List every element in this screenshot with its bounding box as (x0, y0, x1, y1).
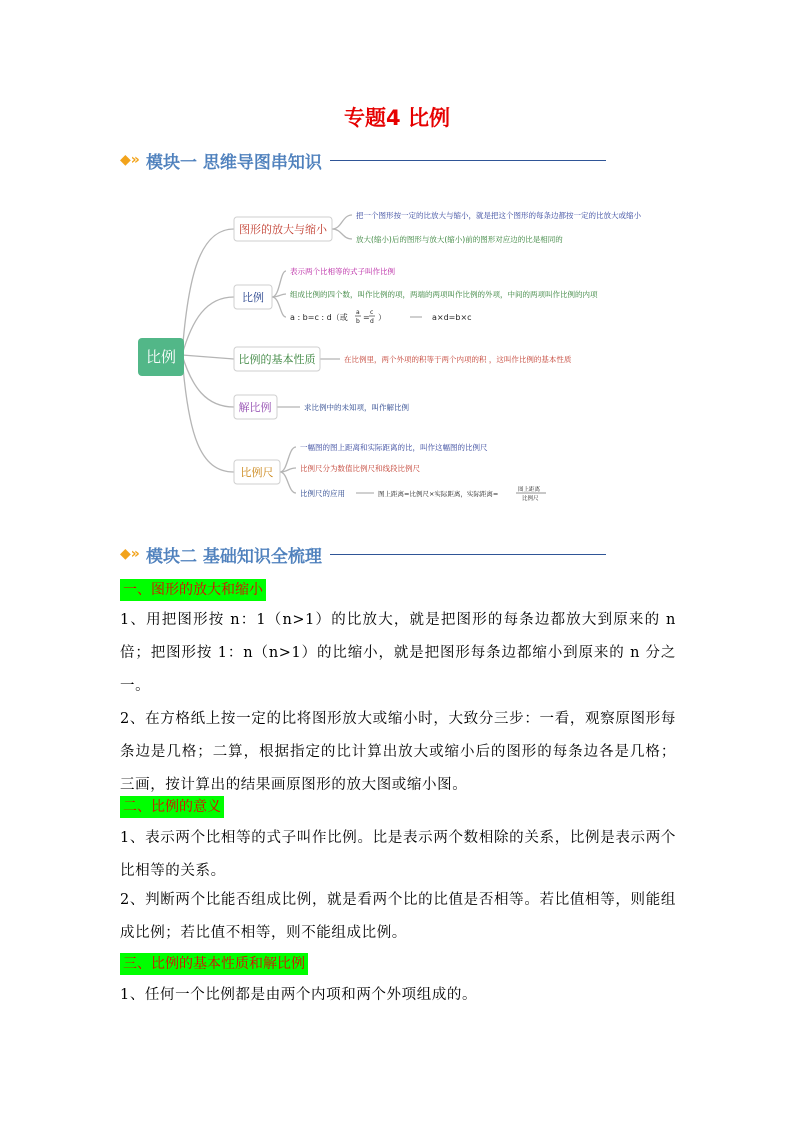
section-3-paragraph-1: 1、任何一个比例都是由两个内项和两个外项组成的。 (120, 987, 478, 1003)
module-one-header (120, 148, 606, 172)
svg-text:=: = (363, 313, 370, 322)
section-2-paragraph-2: 2、判断两个比能否组成比例，就是看两个比的比值是否相等。若比值相等，则能组成比例；若比值不相等，则不能组成比例。 (120, 892, 676, 941)
fraction-c-d: c (370, 309, 374, 316)
module-one-rule (330, 160, 606, 161)
module-one-label: 模块一 思维导图串知识 (146, 152, 322, 173)
section-1-paragraph-2: 2、在方格纸上按一定的比将图形放大或缩小时，大致分三步：一看，观察原图形每条边是几格；二算，根据指定的比计算出放大或缩小后的图形的每条边各是几格；三画，按计算出的结果画原图形的放大图或缩小图。 (120, 711, 676, 793)
branch-label-2: 比例 (242, 291, 264, 304)
leaf-5-4: 图上距离=比例尺×实际距离，实际距离= (378, 490, 499, 498)
svg-text:b: b (356, 318, 360, 325)
section-1-paragraph-1: 1、用把图形按 n：1（n>1）的比放大，就是把图形的每条边都放大到原来的 n 倍；把图形按 1：n（n>1）的比缩小，就是把图形每条边都缩小到原来的 n 分之一。 (120, 612, 676, 694)
leaf-2-2: 组成比例的四个数，叫作比例的项，两端的两项叫作比例的外项，中间的两项叫作比例的内项 (290, 290, 598, 299)
branch-label-5: 比例尺 (240, 466, 274, 479)
leaf-4-1: 求比例中的未知项，叫作解比例 (304, 403, 409, 412)
section-heading-3: 三、比例的基本性质和解比例 (120, 953, 308, 975)
leaf-5-1: 一幅图的图上距离和实际距离的比，叫作这幅图的比例尺 (300, 443, 488, 452)
root-label: 比例 (145, 348, 177, 366)
leaf-3-1: 在比例里，两个外项的积等于两个内项的积 ，这叫作比例的基本性质 (344, 355, 572, 364)
svg-text:d: d (370, 318, 374, 325)
branch-label-3: 比例的基本性质 (238, 353, 316, 366)
diamond-arrow-icon: ◆» (120, 152, 140, 168)
leaf-5-2: 比例尺分为数值比例尺和线段比例尺 (300, 464, 420, 473)
leaf-2-1: 表示两个比相等的式子叫作比例 (290, 267, 395, 276)
leaf-1-2: 放大(缩小)后的图形与放大(缩小)前的图形对应边的比是相同的 (356, 235, 563, 244)
svg-text:）: ） (378, 313, 386, 322)
section-2-paragraph-1: 1、表示两个比相等的式子叫作比例。比是表示两个数相除的关系，比例是表示两个比相等的关系。 (120, 830, 676, 879)
fraction-a-b: a (356, 309, 360, 316)
section-heading-2: 二、比例的意义 (120, 796, 224, 818)
mind-map (120, 195, 680, 515)
branch-label-4: 解比例 (238, 401, 272, 414)
leaf-2-3: a : b=c : d（或 (290, 313, 348, 322)
page-title: 专题4 比例 (344, 106, 450, 130)
module-two-header (120, 542, 606, 566)
leaf-5-5: 图上距离 (518, 487, 541, 493)
branch-label-1: 图形的放大与缩小 (239, 223, 327, 236)
module-two-rule (330, 554, 606, 555)
section-heading-1: 一、图形的放大和缩小 (120, 579, 266, 601)
leaf-2-4: a×d=b×c (432, 313, 472, 322)
diamond-arrow-icon: ◆» (120, 546, 140, 562)
leaf-5-3: 比例尺的应用 (300, 489, 345, 498)
leaf-5-6: 比例尺 (522, 496, 539, 502)
module-two-label: 模块二 基础知识全梳理 (146, 546, 322, 567)
leaf-1-1: 把一个图形按一定的比放大与缩小，就是把这个图形的每条边都按一定的比放大或缩小 (356, 211, 641, 220)
